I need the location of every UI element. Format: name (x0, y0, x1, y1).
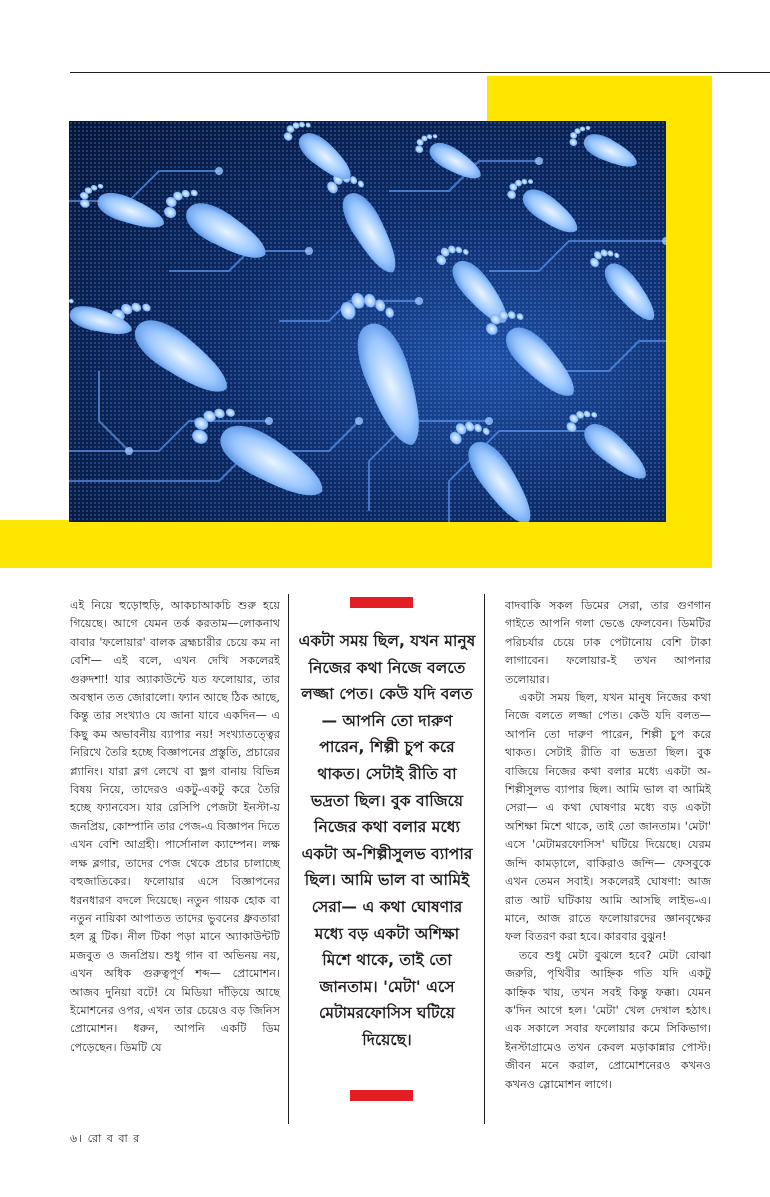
column-divider-left (288, 594, 289, 1124)
article-paragraph: একটা সময় ছিল, যখন মানুষ নিজের কথা নিজে বলতে লজ্জা পেত। কেউ যদি বলত— আপনি তো দারুণ পারেন, শিল্পী চুপ করে থাকত। সেটাই রীতি বা ভদ্রতা ছিল। বুক বাজিয়ে নিজের কথা বলার মধ্যে একটা অ-শিল্পীসুলভ ব্যাপার ছিল। আমি ভাল বা আমিই সেরা— এ কথা ঘোষণার মধ্যে বড় একটা অশিক্ষা মিশে থাকে, তাই তো জানতাম। 'মেটা' এসে 'মেটামরফোসিস' ঘটিয়ে দিয়েছে। যেরম জন্দি কামড়ালে, বাকিরাও জন্দি— ফেসবুকে এখন তেমন সবাই। সকলেরই ঘোষণা: আজ রাত আট ঘটিকায় আমি আসছি লাইভ-এ। মানে, আজ রাতে ফলোয়ারদের জ্ঞানবৃক্ষের ফল বিতরণ করা হবে। কারবার বুঝুন! (505, 691, 711, 944)
page-footer: ৬। রো ব বা র (70, 1132, 141, 1145)
column-divider-right (484, 594, 485, 1124)
pull-quote: একটা সময় ছিল, যখন মানুষ নিজের কথা নিজে বলতে লজ্জা পেত। কেউ যদি বলত— আপনি তো দারুণ পারেন, শিল্পী চুপ করে থাকত। সেটাই রীতি বা ভদ্রতা ছিল। বুক বাজিয়ে নিজের কথা বলার মধ্যে একটা অ-শিল্পীসুলভ ব্যাপার ছিল। আমি ভাল বা আমিই সেরা— এ কথা ঘোষণার মধ্যে বড় একটা অশিক্ষা মিশে থাকে, তাই তো জানতাম। 'মেটা' এসে মেটামরফোসিস ঘটিয়ে দিয়েছে। (298, 632, 476, 1049)
pull-quote-top-bar (350, 597, 413, 608)
article-column-right (505, 597, 711, 1094)
yellow-frame-right (666, 76, 712, 568)
top-rule (70, 72, 770, 73)
article-paragraph: বাদবাকি সকল ডিমের সেরা, তার গুণগান গাইতে আপনি গলা ভেঙে ফেলবেন। ডিমটির পরিচর্যার চেয়ে ঢাক পেটানোয় বেশি টাকা লাগাবেন। ফলোয়ার-ই তখন আপনার তলোয়ার। (505, 599, 711, 686)
yellow-frame-bottom (0, 520, 712, 568)
article-paragraph: তবে শুধু মেটা বুঝলে হবে? মেটা বোঝা জরুরি, পৃথিবীর আহ্নিক গতি যদি একটু কাহ্নিক খায়, তখন সবই কিন্তু ফক্কা। যেমন ক'দিন আগে হল। 'মেটা' খেল দেখাল হঠাৎ। এক সকালে সবার ফলোয়ার কমে সিকিভাগ। ইনস্টাগ্রামেও তখন কেবল মড়াকান্নার পোস্ট। জীবন মনে করাল, প্রোমোশনেরও কখনও কখনও স্লোমোশন লাগে। (505, 948, 711, 1091)
pull-quote-bottom-bar (350, 1090, 413, 1101)
article-column-left (70, 597, 280, 1057)
article-paragraph: এই নিয়ে হুড়োহুড়ি, আকচাআকচি শুরু হয়ে গিয়েছে। আগে যেমন তর্ক করতাম—লোকনাথ বাবার 'ফলোয়ার' বালক ব্রহ্মচারীর চেয়ে কম না বেশি— এই বলে, এখন দেখি সকলেরই গুরুদশা! যার অ্যাকাউন্টে যত ফলোয়ার, তার অবস্থান তত জোরালো। ফ্যান আছে ঠিক আছে, কিন্তু তার সংখ্যাও যে জানা যাবে একদিন— এ কিছু কম অভাবনীয় ব্যাপার নয়! সংখ্যাতত্ত্বের নিরিখে তৈরি হচ্ছে বিজ্ঞাপনের প্রস্তুতি, প্রচারের প্ল্যানিং। যারা ব্লগ লেখে বা ভ্লগ বানায় বিভিন্ন বিষয় নিয়ে, তাদেরও একটু-একটু করে তৈরি হচ্ছে ফ্যানবেস। যার রেসিপি পেজটা ইনস্টা-য় জনপ্রিয়, কোম্পানি তার পেজ-এ বিজ্ঞাপন দিতে এখন বেশি আগ্রহী। পার্সোনাল ক্যাম্পেন। লক্ষ লক্ষ ব্লগার, তাদের পেজ থেকে প্রচার চালাচ্ছে বহুজাতিকের। ফলোয়ার এসে বিজ্ঞাপনের ধরনধারণ বদলে দিয়েছে। নতুন গায়ক হোক বা নতুন নায়িকা আপাতত তাদের ভুবনের ধ্রুবতারা হল ব্লু টিক। নীল টিকা পড়া মানে অ্যাকাউন্টটি মজবুত ও জনপ্রিয়। শুধু গান বা অভিনয় নয়, এখন অধিক গুরুত্বপূর্ণ শব্দ— প্রোমোশন। আজব দুনিয়া বটে! যে মিডিয়া দাঁড়িয়ে আছে ইমোশনের ওপর, এখন তার চেয়েও বড় জিনিস প্রোমোশন। ধরুন, আপনি একটি ডিম পেড়েছেন। ডিমটি যে (70, 599, 280, 1054)
footprints-circuit-image (69, 121, 666, 522)
